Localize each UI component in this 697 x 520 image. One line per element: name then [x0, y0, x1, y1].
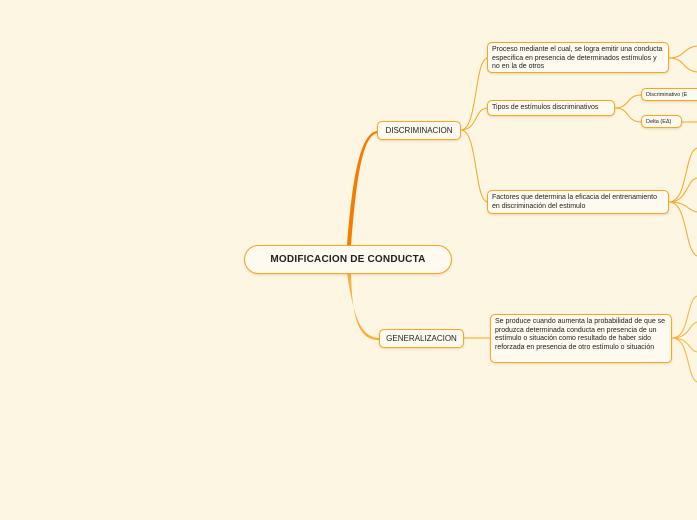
connector-root-discriminacion [347, 131, 378, 246]
branch-discriminacion-label: DISCRIMINACION [385, 126, 453, 135]
node-generalizacion-definicion[interactable] [490, 314, 672, 363]
branch-discriminacion[interactable] [377, 121, 461, 140]
connector-gen-offscreen [672, 296, 697, 338]
node-tipos-estimulos[interactable] [487, 100, 615, 116]
branch-generalizacion-label: GENERALIZACION [386, 334, 457, 343]
tipos-estimulos-label: Tipos de estímulos discriminativos [492, 103, 599, 111]
node-factores[interactable] [487, 190, 669, 214]
connector-disc-tipos [461, 108, 488, 130]
connector-disc-definicion [461, 58, 488, 130]
generalizacion-definicion-text: Se produce cuando aumenta la probabilidad de que se produzca determinada conducta en presencia de un estímulo o situación como resultado de haber sido reforzada en presencia de otro estímulo o situación [495, 318, 666, 351]
node-discriminacion-definicion[interactable] [487, 42, 669, 73]
connector-root-generalizacion [347, 273, 380, 340]
root-node[interactable] [244, 245, 452, 274]
delta-label: Delta (EΔ) [646, 118, 672, 125]
node-delta[interactable] [641, 115, 682, 128]
root-label: MODIFICACION DE CONDUCTA [270, 254, 426, 265]
node-discriminativo[interactable] [641, 88, 697, 101]
connector-tipos-delta [615, 108, 641, 122]
factores-text: Factores que determina la eficacia del entrenamiento en discriminación del estimulo [492, 194, 657, 210]
connector-definicion-offscreen [669, 46, 697, 58]
branch-generalizacion[interactable] [379, 329, 464, 348]
discriminacion-definicion-text: Proceso mediante el cual, se logra emitir una conducta especifica en presencia de determinados estímulos y no en la de otros [492, 46, 663, 71]
connector-factores-offscreen [669, 148, 697, 202]
connector-disc-factores [461, 130, 488, 202]
connector-tipos-discriminativo [615, 95, 641, 108]
discriminativo-label: Discriminativo (E [646, 91, 688, 98]
